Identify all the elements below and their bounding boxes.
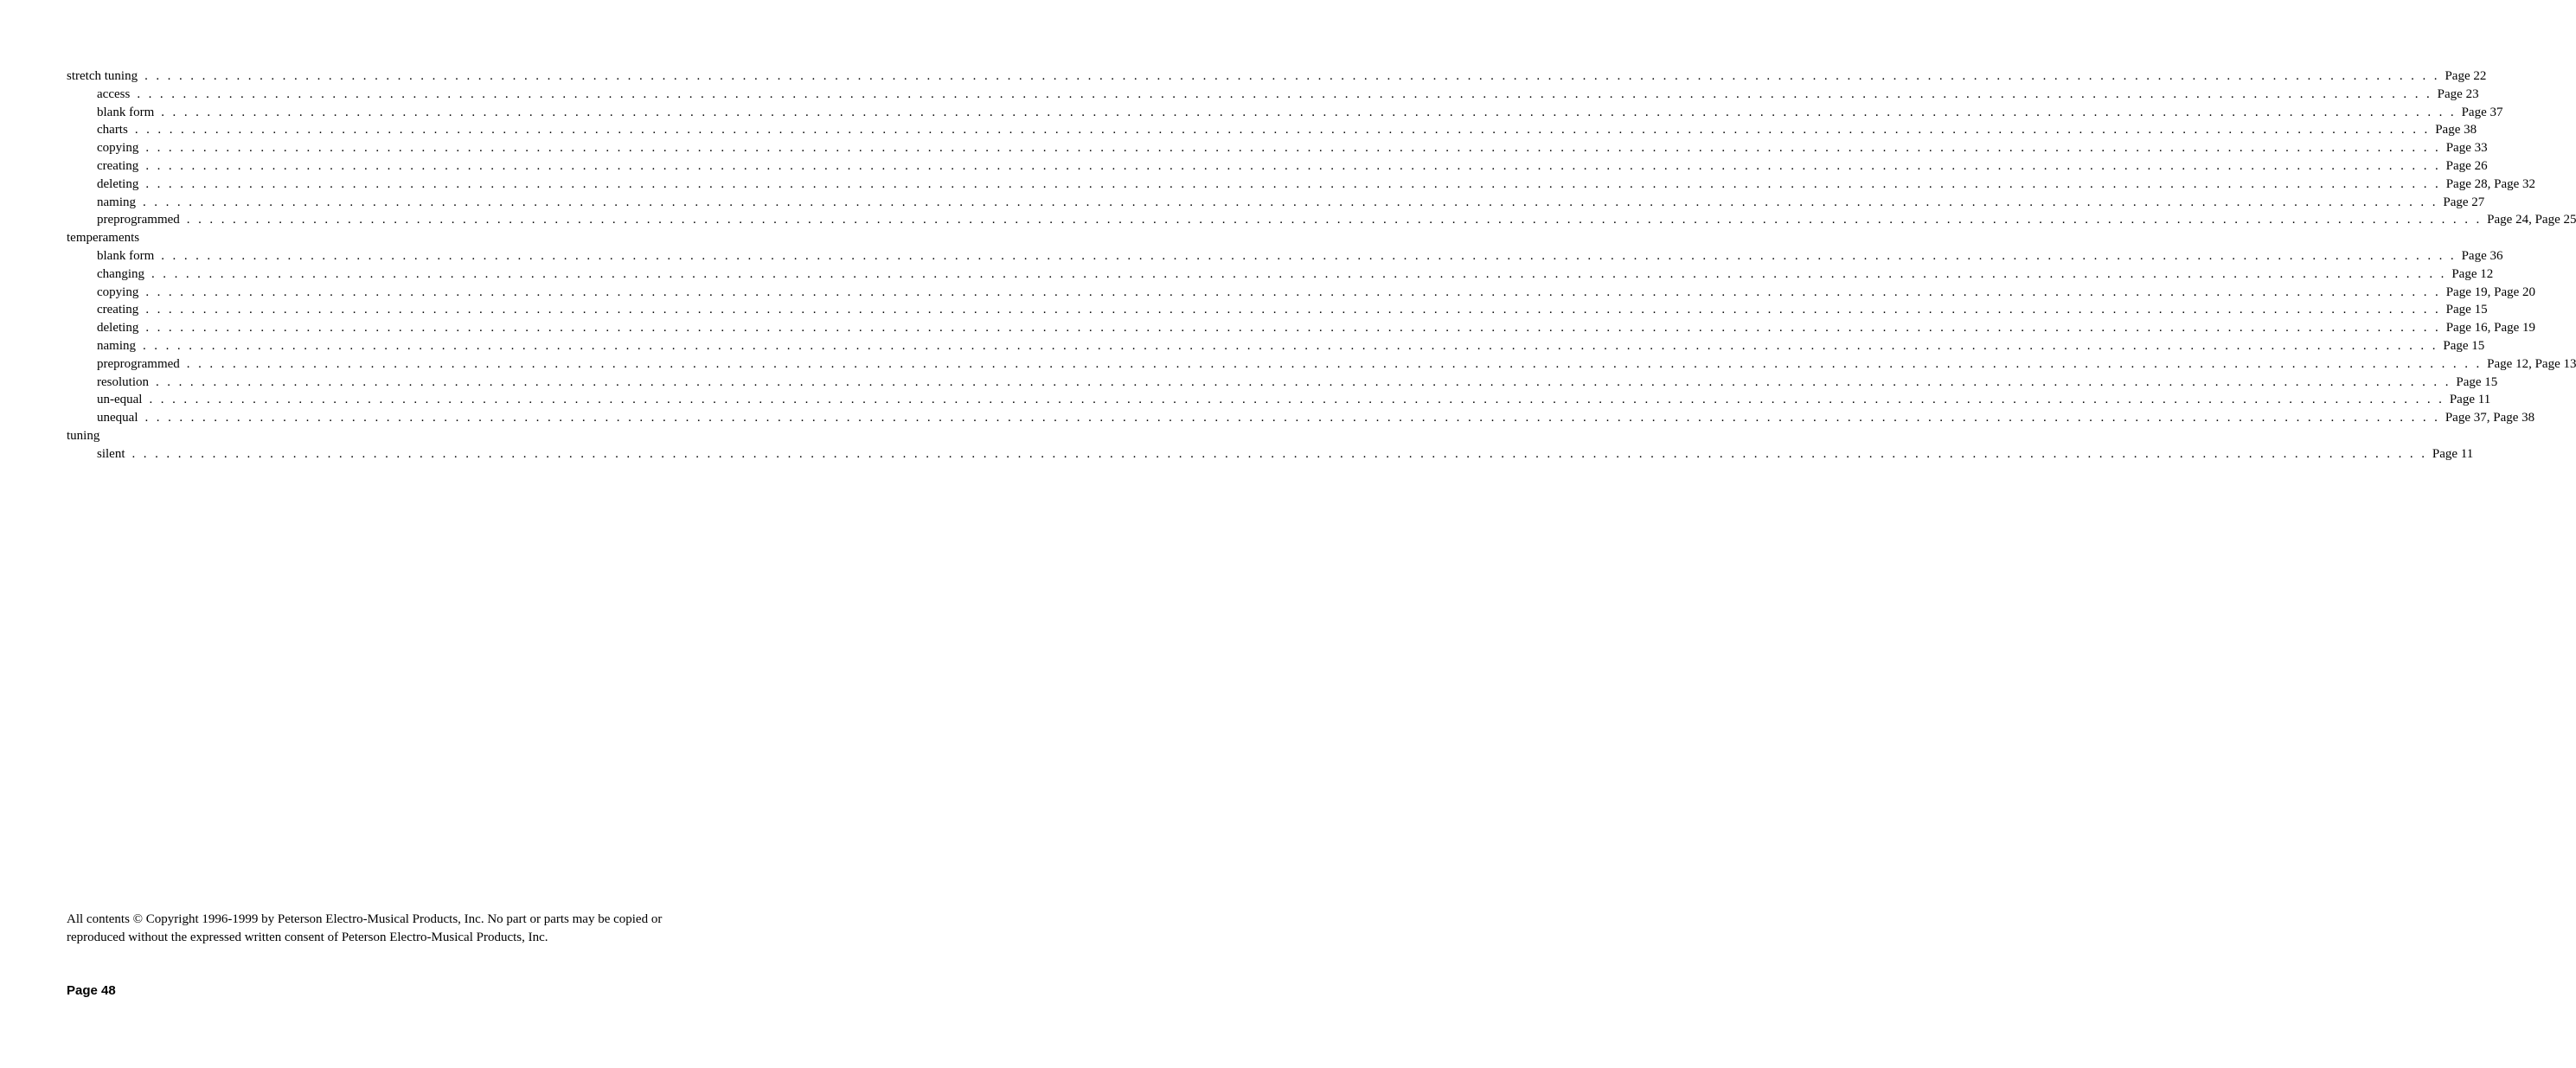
- index-subentry: [67, 409, 2535, 427]
- index-term: naming: [97, 195, 136, 209]
- index-entry: [67, 427, 757, 445]
- page-reference: Page 15: [2456, 374, 2498, 389]
- dot-leader: . . . . . . . . . . . . . . . . . . . . . . . . . . . . . . . . . . . . . . . . . . . . . . . . . . . . . . . . . . . . . . . . . . . . . . . . . . . . . . . . . . . . . . . . . . . . . . . . . . . . . . . . . . . . . . . . . . . . . . . . . . . . . . . . . . . . . . . . . . . . . . . . . . . . . . . . . . . . . . . . . . . . . . . . . . . . . . . . . . . . . . . . . . . . . . . . . . . . . . . .: [186, 213, 2483, 227]
- index-list: [67, 67, 2576, 464]
- index-term: tuning: [67, 428, 100, 443]
- page-reference: Page 23: [2437, 86, 2479, 101]
- index-subentry: [67, 355, 2576, 374]
- index-subentry: [67, 319, 2536, 337]
- index-entry: [67, 67, 2487, 86]
- page-reference: Page 16, Page 19: [2445, 321, 2536, 336]
- dot-leader: . . . . . . . . . . . . . . . . . . . . . . . . . . . . . . . . . . . . . . . . . . . . . . . . . . . . . . . . . . . . . . . . . . . . . . . . . . . . . . . . . . . . . . . . . . . . . . . . . . . . . . . . . . . . . . . . . . . . . . . . . . . . . . . . . . . . . . . . . . . . . . . . . . . . . . . . . . . . . . . . . . . . . . . . . . . . . . . . . . . . . . . . . . . . . . . . . . . . . . . .: [143, 195, 2438, 209]
- index-term: blank form: [97, 105, 155, 119]
- dot-leader: . . . . . . . . . . . . . . . . . . . . . . . . . . . . . . . . . . . . . . . . . . . . . . . . . . . . . . . . . . . . . . . . . . . . . . . . . . . . . . . . . . . . . . . . . . . . . . . . . . . . . . . . . . . . . . . . . . . . . . . . . . . . . . . . . . . . . . . . . . . . . . . . . . . . . . . . . . . . . . . . . . . . . . . . . . . . . . . . . . . . . . . . . . . . . . . . . . . . . . . .: [144, 411, 2440, 425]
- dot-leader: . . . . . . . . . . . . . . . . . . . . . . . . . . . . . . . . . . . . . . . . . . . . . . . . . . . . . . . . . . . . . . . . . . . . . . . . . . . . . . . . . . . . . . . . . . . . . . . . . . . . . . . . . . . . . . . . . . . . . . . . . . . . . . . . . . . . . . . . . . . . . . . . . . . . . . . . . . . . . . . . . . . . . . . . . . . . . . . . . . . . . . . . . . . . . . . . . . . . . . . .: [131, 446, 2427, 461]
- page-reference: Page 27: [2443, 195, 2485, 209]
- index-term: changing: [97, 266, 144, 281]
- index-term: deleting: [97, 321, 139, 336]
- index-term: preprogrammed: [97, 213, 180, 227]
- page-reference: Page 11: [2449, 393, 2491, 407]
- index-subentry: [67, 104, 2503, 122]
- page-number: Page 48: [67, 983, 116, 998]
- page-reference: Page 12, Page 13: [2487, 356, 2576, 371]
- dot-leader: . . . . . . . . . . . . . . . . . . . . . . . . . . . . . . . . . . . . . . . . . . . . . . . . . . . . . . . . . . . . . . . . . . . . . . . . . . . . . . . . . . . . . . . . . . . . . . . . . . . . . . . . . . . . . . . . . . . . . . . . . . . . . . . . . . . . . . . . . . . . . . . . . . . . . . . . . . . . . . . . . . . . . . . . . . . . . . . . . . . . . . . . . . . . . . . . . . . . . . . .: [144, 69, 2440, 83]
- copyright-notice: [67, 911, 759, 947]
- dot-leader: . . . . . . . . . . . . . . . . . . . . . . . . . . . . . . . . . . . . . . . . . . . . . . . . . . . . . . . . . . . . . . . . . . . . . . . . . . . . . . . . . . . . . . . . . . . . . . . . . . . . . . . . . . . . . . . . . . . . . . . . . . . . . . . . . . . . . . . . . . . . . . . . . . . . . . . . . . . . . . . . . . . . . . . . . . . . . . . . . . . . . . . . . . . . . . . . . . . . . . . .: [186, 356, 2483, 371]
- dot-leader: . . . . . . . . . . . . . . . . . . . . . . . . . . . . . . . . . . . . . . . . . . . . . . . . . . . . . . . . . . . . . . . . . . . . . . . . . . . . . . . . . . . . . . . . . . . . . . . . . . . . . . . . . . . . . . . . . . . . . . . . . . . . . . . . . . . . . . . . . . . . . . . . . . . . . . . . . . . . . . . . . . . . . . . . . . . . . . . . . . . . . . . . . . . . . . . . . . . . . . . .: [145, 321, 2441, 336]
- page-reference: Page 33: [2445, 141, 2488, 156]
- index-subentry: [67, 374, 2498, 392]
- index-term: blank form: [97, 248, 155, 263]
- index-subentry: [67, 86, 2479, 104]
- page-reference: Page 28, Page 32: [2445, 176, 2536, 191]
- index-subentry: [67, 337, 2485, 355]
- dot-leader: . . . . . . . . . . . . . . . . . . . . . . . . . . . . . . . . . . . . . . . . . . . . . . . . . . . . . . . . . . . . . . . . . . . . . . . . . . . . . . . . . . . . . . . . . . . . . . . . . . . . . . . . . . . . . . . . . . . . . . . . . . . . . . . . . . . . . . . . . . . . . . . . . . . . . . . . . . . . . . . . . . . . . . . . . . . . . . . . . . . . . . . . . . . . . . . . . . . . . . . .: [151, 266, 2447, 281]
- index-subentry: [67, 194, 2485, 212]
- page-reference: Page 37, Page 38: [2445, 411, 2535, 425]
- index-term: naming: [97, 338, 136, 353]
- index-term: stretch tuning: [67, 69, 138, 83]
- index-subentry: [67, 391, 2491, 409]
- dot-leader: . . . . . . . . . . . . . . . . . . . . . . . . . . . . . . . . . . . . . . . . . . . . . . . . . . . . . . . . . . . . . . . . . . . . . . . . . . . . . . . . . . . . . . . . . . . . . . . . . . . . . . . . . . . . . . . . . . . . . . . . . . . . . . . . . . . . . . . . . . . . . . . . . . . . . . . . . . . . . . . . . . . . . . . . . . . . . . . . . . . . . . . . . . . . . . . . . . . . . . . .: [134, 123, 2431, 137]
- index-term: resolution: [97, 374, 149, 389]
- copyright-line-2: reproduced without the expressed written consent of Peterson Electro-Musical Products, Inc.: [67, 931, 548, 944]
- index-term: charts: [97, 123, 128, 137]
- page-reference: Page 19, Page 20: [2445, 285, 2536, 299]
- copyright-line-1: All contents © Copyright 1996-1999 by Peterson Electro-Musical Products, Inc. No part or parts may be copied or: [67, 912, 663, 926]
- index-subentry: [67, 301, 2488, 319]
- page-reference: Page 15: [2443, 338, 2485, 353]
- dot-leader: . . . . . . . . . . . . . . . . . . . . . . . . . . . . . . . . . . . . . . . . . . . . . . . . . . . . . . . . . . . . . . . . . . . . . . . . . . . . . . . . . . . . . . . . . . . . . . . . . . . . . . . . . . . . . . . . . . . . . . . . . . . . . . . . . . . . . . . . . . . . . . . . . . . . . . . . . . . . . . . . . . . . . . . . . . . . . . . . . . . . . . . . . . . . . . . . . . . . . . . .: [149, 393, 2445, 407]
- page-reference: Page 26: [2445, 158, 2488, 173]
- index-term: deleting: [97, 176, 139, 191]
- index-subentry: [67, 247, 2503, 265]
- index-subentry: [67, 176, 2536, 194]
- page-reference: Page 37: [2461, 105, 2503, 119]
- index-term: creating: [97, 158, 139, 173]
- index-term: temperaments: [67, 231, 140, 246]
- dot-leader: . . . . . . . . . . . . . . . . . . . . . . . . . . . . . . . . . . . . . . . . . . . . . . . . . . . . . . . . . . . . . . . . . . . . . . . . . . . . . . . . . . . . . . . . . . . . . . . . . . . . . . . . . . . . . . . . . . . . . . . . . . . . . . . . . . . . . . . . . . . . . . . . . . . . . . . . . . . . . . . . . . . . . . . . . . . . . . . . . . . . . . . . . . . . . . . . . . . . . . . .: [145, 285, 2441, 299]
- page-reference: Page 11: [2432, 446, 2474, 461]
- page-reference: Page 12: [2451, 266, 2494, 281]
- index-subentry: [67, 211, 2576, 229]
- index-subentry: [67, 445, 2474, 464]
- dot-leader: . . . . . . . . . . . . . . . . . . . . . . . . . . . . . . . . . . . . . . . . . . . . . . . . . . . . . . . . . . . . . . . . . . . . . . . . . . . . . . . . . . . . . . . . . . . . . . . . . . . . . . . . . . . . . . . . . . . . . . . . . . . . . . . . . . . . . . . . . . . . . . . . . . . . . . . . . . . . . . . . . . . . . . . . . . . . . . . . . . . . . . . . . . . . . . . . . . . . . . . .: [145, 141, 2441, 156]
- dot-leader: . . . . . . . . . . . . . . . . . . . . . . . . . . . . . . . . . . . . . . . . . . . . . . . . . . . . . . . . . . . . . . . . . . . . . . . . . . . . . . . . . . . . . . . . . . . . . . . . . . . . . . . . . . . . . . . . . . . . . . . . . . . . . . . . . . . . . . . . . . . . . . . . . . . . . . . . . . . . . . . . . . . . . . . . . . . . . . . . . . . . . . . . . . . . . . . . . . . . . . . .: [161, 105, 2457, 119]
- page-reference: Page 36: [2461, 248, 2503, 263]
- page-reference: Page 15: [2445, 303, 2488, 317]
- dot-leader: . . . . . . . . . . . . . . . . . . . . . . . . . . . . . . . . . . . . . . . . . . . . . . . . . . . . . . . . . . . . . . . . . . . . . . . . . . . . . . . . . . . . . . . . . . . . . . . . . . . . . . . . . . . . . . . . . . . . . . . . . . . . . . . . . . . . . . . . . . . . . . . . . . . . . . . . . . . . . . . . . . . . . . . . . . . . . . . . . . . . . . . . . . . . . . . . . . . . . . . .: [156, 374, 2451, 389]
- page-reference: Page 22: [2445, 69, 2487, 83]
- dot-leader: . . . . . . . . . . . . . . . . . . . . . . . . . . . . . . . . . . . . . . . . . . . . . . . . . . . . . . . . . . . . . . . . . . . . . . . . . . . . . . . . . . . . . . . . . . . . . . . . . . . . . . . . . . . . . . . . . . . . . . . . . . . . . . . . . . . . . . . . . . . . . . . . . . . . . . . . . . . . . . . . . . . . . . . . . . . . . . . . . . . . . . . . . . . . . . . . . . . . . . . .: [145, 176, 2441, 191]
- index-entry: [67, 229, 757, 247]
- page-reference: Page 24, Page 25: [2487, 213, 2576, 227]
- index-subentry: [67, 265, 2494, 284]
- page-reference: Page 38: [2435, 123, 2477, 137]
- index-term: copying: [97, 285, 139, 299]
- index-subentry: [67, 284, 2536, 302]
- index-subentry: [67, 157, 2488, 176]
- index-subentry: [67, 121, 2477, 139]
- index-term: unequal: [97, 411, 138, 425]
- index-term: silent: [97, 446, 125, 461]
- index-term: copying: [97, 141, 139, 156]
- index-term: access: [97, 86, 131, 101]
- dot-leader: . . . . . . . . . . . . . . . . . . . . . . . . . . . . . . . . . . . . . . . . . . . . . . . . . . . . . . . . . . . . . . . . . . . . . . . . . . . . . . . . . . . . . . . . . . . . . . . . . . . . . . . . . . . . . . . . . . . . . . . . . . . . . . . . . . . . . . . . . . . . . . . . . . . . . . . . . . . . . . . . . . . . . . . . . . . . . . . . . . . . . . . . . . . . . . . . . . . . . . . .: [137, 86, 2432, 101]
- index-term: creating: [97, 303, 139, 317]
- index-term: preprogrammed: [97, 356, 180, 371]
- index-term: un-equal: [97, 393, 143, 407]
- dot-leader: . . . . . . . . . . . . . . . . . . . . . . . . . . . . . . . . . . . . . . . . . . . . . . . . . . . . . . . . . . . . . . . . . . . . . . . . . . . . . . . . . . . . . . . . . . . . . . . . . . . . . . . . . . . . . . . . . . . . . . . . . . . . . . . . . . . . . . . . . . . . . . . . . . . . . . . . . . . . . . . . . . . . . . . . . . . . . . . . . . . . . . . . . . . . . . . . . . . . . . . .: [161, 248, 2457, 263]
- dot-leader: . . . . . . . . . . . . . . . . . . . . . . . . . . . . . . . . . . . . . . . . . . . . . . . . . . . . . . . . . . . . . . . . . . . . . . . . . . . . . . . . . . . . . . . . . . . . . . . . . . . . . . . . . . . . . . . . . . . . . . . . . . . . . . . . . . . . . . . . . . . . . . . . . . . . . . . . . . . . . . . . . . . . . . . . . . . . . . . . . . . . . . . . . . . . . . . . . . . . . . . .: [145, 158, 2441, 173]
- dot-leader: . . . . . . . . . . . . . . . . . . . . . . . . . . . . . . . . . . . . . . . . . . . . . . . . . . . . . . . . . . . . . . . . . . . . . . . . . . . . . . . . . . . . . . . . . . . . . . . . . . . . . . . . . . . . . . . . . . . . . . . . . . . . . . . . . . . . . . . . . . . . . . . . . . . . . . . . . . . . . . . . . . . . . . . . . . . . . . . . . . . . . . . . . . . . . . . . . . . . . . . .: [143, 338, 2438, 353]
- index-subentry: [67, 139, 2488, 157]
- dot-leader: . . . . . . . . . . . . . . . . . . . . . . . . . . . . . . . . . . . . . . . . . . . . . . . . . . . . . . . . . . . . . . . . . . . . . . . . . . . . . . . . . . . . . . . . . . . . . . . . . . . . . . . . . . . . . . . . . . . . . . . . . . . . . . . . . . . . . . . . . . . . . . . . . . . . . . . . . . . . . . . . . . . . . . . . . . . . . . . . . . . . . . . . . . . . . . . . . . . . . . . .: [145, 303, 2441, 317]
